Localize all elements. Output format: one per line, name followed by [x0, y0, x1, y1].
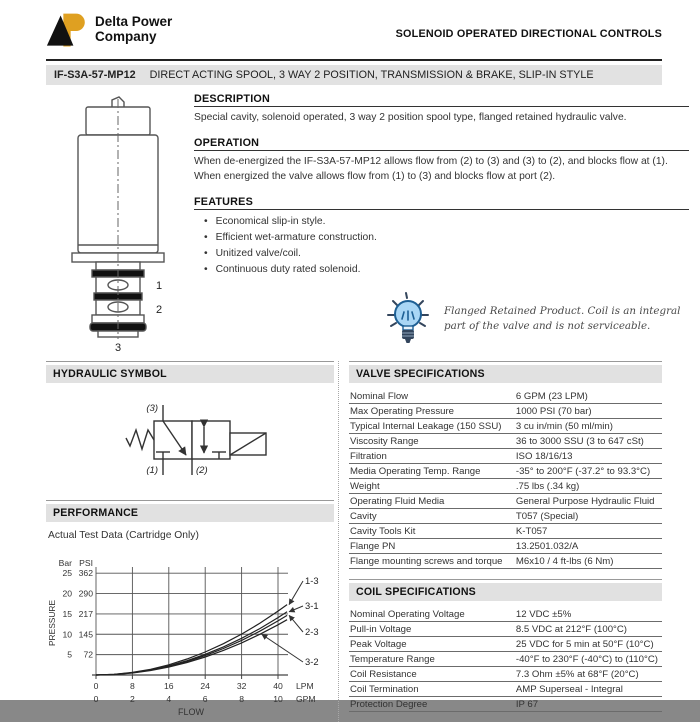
- features-list: [194, 214, 689, 278]
- spec-value: 36 to 3000 SSU (3 to 647 cSt): [515, 434, 662, 449]
- performance-chart: [46, 557, 334, 722]
- spec-row: [349, 464, 662, 479]
- spec-row: [349, 554, 662, 569]
- svg-text:0: 0: [93, 694, 99, 704]
- svg-text:3-1: 3-1: [305, 600, 319, 611]
- feature-item: • Economical slip-in style.: [204, 214, 689, 230]
- hydraulic-symbol-heading: HYDRAULIC SYMBOL: [46, 365, 334, 383]
- description-text: Special cavity, solenoid operated, 3 way 2 position spool type, flanged retained hydraulic valve.: [194, 112, 627, 123]
- valve-specs-table: [349, 389, 662, 569]
- left-column: [46, 361, 339, 722]
- symbol-port2-label: (2): [196, 465, 208, 476]
- spec-label: Coil Resistance: [349, 667, 515, 682]
- spec-value: AMP Superseal - Integral: [515, 682, 662, 697]
- spec-value: 25 VDC for 5 min at 50°F (10°C): [515, 637, 662, 652]
- svg-text:2: 2: [130, 694, 135, 704]
- spec-row: [349, 494, 662, 509]
- svg-text:290: 290: [78, 588, 93, 599]
- svg-text:25: 25: [62, 568, 72, 579]
- valve-port3-label: 3: [115, 342, 122, 354]
- spec-value: M6x10 / 4 ft-lbs (6 Nm): [515, 554, 662, 569]
- features-section: [194, 196, 689, 278]
- spec-label: Peak Voltage: [349, 637, 515, 652]
- document-title: SOLENOID OPERATED DIRECTIONAL CONTROLS: [395, 28, 662, 40]
- spec-label: Weight: [349, 479, 515, 494]
- spec-label: Operating Fluid Media: [349, 494, 515, 509]
- feature-item: • Efficient wet-armature construction.: [204, 230, 689, 246]
- coil-specs-heading: COIL SPECIFICATIONS: [349, 583, 662, 601]
- spec-row: [349, 524, 662, 539]
- upper-text-column: [184, 91, 689, 353]
- divider-line: [349, 361, 662, 362]
- svg-text:PSI: PSI: [79, 558, 93, 568]
- operation-section: [194, 137, 689, 185]
- svg-text:32: 32: [236, 681, 247, 691]
- spec-value: 3 cu in/min (50 ml/min): [515, 419, 662, 434]
- performance-subtitle: Actual Test Data (Cartridge Only): [48, 530, 199, 541]
- svg-text:40: 40: [273, 681, 283, 691]
- pressure-flow-chart-icon: [48, 557, 334, 717]
- spec-label: Temperature Range: [349, 652, 515, 667]
- description-heading: DESCRIPTION: [194, 93, 689, 107]
- operation-line: When de-energized the IF-S3A-57-MP12 allows flow from (2) to (3) and (3) to (2), and blocks flow at (1).: [194, 155, 668, 167]
- spec-value: 1000 PSI (70 bar): [515, 404, 662, 419]
- operation-text: [194, 155, 689, 185]
- spec-value: 8.5 VDC at 212°F (100°C): [515, 622, 662, 637]
- svg-text:LPM: LPM: [296, 681, 314, 691]
- divider-line: [46, 361, 334, 362]
- svg-text:Bar: Bar: [58, 558, 72, 568]
- spec-label: Flange PN: [349, 539, 515, 554]
- spec-row: [349, 697, 662, 712]
- spec-label: Protection Degree: [349, 697, 515, 712]
- product-title: DIRECT ACTING SPOOL, 3 WAY 2 POSITION, TRANSMISSION & BRAKE, SLIP-IN STYLE: [149, 69, 594, 81]
- spec-row: [349, 449, 662, 464]
- lightbulb-icon: [384, 292, 432, 346]
- spec-row: [349, 419, 662, 434]
- spec-row: [349, 404, 662, 419]
- spec-value: 6 GPM (23 LPM): [515, 389, 662, 404]
- spec-label: Nominal Flow: [349, 389, 515, 404]
- svg-text:1-3: 1-3: [305, 575, 319, 586]
- spec-label: Filtration: [349, 449, 515, 464]
- svg-text:16: 16: [164, 681, 174, 691]
- spec-row: [349, 652, 662, 667]
- hydraulic-symbol-figure: [46, 383, 334, 500]
- svg-text:5: 5: [67, 649, 72, 660]
- svg-text:8: 8: [239, 694, 244, 704]
- flange-note: [384, 292, 689, 346]
- svg-text:0: 0: [93, 681, 99, 691]
- spec-row: [349, 622, 662, 637]
- spec-label: Typical Internal Leakage (150 SSU): [349, 419, 515, 434]
- description-section: [194, 93, 689, 126]
- svg-text:GPM: GPM: [296, 694, 316, 704]
- svg-text:PRESSURE: PRESSURE: [47, 599, 57, 647]
- svg-text:145: 145: [78, 629, 93, 640]
- spec-label: Cavity: [349, 509, 515, 524]
- spec-label: Media Operating Temp. Range: [349, 464, 515, 479]
- svg-text:10: 10: [62, 629, 72, 640]
- spec-row: [349, 479, 662, 494]
- spec-label: Viscosity Range: [349, 434, 515, 449]
- spec-label: Pull-in Voltage: [349, 622, 515, 637]
- valve-specs-heading: VALVE SPECIFICATIONS: [349, 365, 662, 383]
- spec-row: [349, 667, 662, 682]
- company-name-line1: Delta Power: [95, 14, 173, 29]
- spec-row: [349, 539, 662, 554]
- operation-heading: OPERATION: [194, 137, 689, 151]
- symbol-port1-label: (1): [146, 465, 158, 476]
- feature-item: • Unitized valve/coil.: [204, 246, 689, 262]
- valve-drawing: [46, 91, 184, 353]
- valve-port2-label: 2: [156, 304, 163, 316]
- svg-text:15: 15: [62, 608, 72, 619]
- divider-line: [46, 500, 334, 501]
- spec-label: Cavity Tools Kit: [349, 524, 515, 539]
- spec-value: -40°F to 230°F (-40°C) to (110°C): [515, 652, 662, 667]
- svg-text:362: 362: [78, 568, 93, 579]
- features-heading: FEATURES: [194, 196, 689, 210]
- spec-row: [349, 509, 662, 524]
- spec-row: [349, 389, 662, 404]
- svg-text:FLOW: FLOW: [178, 707, 204, 717]
- company-logo: [46, 12, 172, 50]
- product-model: IF-S3A-57-MP12: [54, 69, 136, 81]
- svg-text:20: 20: [62, 588, 72, 599]
- spec-value: General Purpose Hydraulic Fluid: [515, 494, 662, 509]
- divider-line: [349, 579, 662, 580]
- svg-text:3-2: 3-2: [305, 656, 319, 667]
- valve-port1-label: 1: [156, 280, 163, 292]
- spec-value: .75 lbs (.34 kg): [515, 479, 662, 494]
- hydraulic-symbol-icon: [92, 397, 288, 485]
- product-bar: [46, 65, 662, 85]
- svg-text:72: 72: [83, 649, 93, 660]
- delta-power-logo-icon: [46, 12, 88, 50]
- spec-label: Flange mounting screws and torque: [349, 554, 515, 569]
- feature-item: • Continuous duty rated solenoid.: [204, 262, 689, 278]
- svg-text:8: 8: [130, 681, 135, 691]
- spec-row: [349, 607, 662, 622]
- lower-section: [46, 361, 662, 722]
- spec-label: Nominal Operating Voltage: [349, 607, 515, 622]
- svg-text:217: 217: [78, 608, 93, 619]
- company-name-line2: Company: [95, 29, 157, 45]
- spec-value: 13.2501.032/A: [515, 539, 662, 554]
- spec-label: Coil Termination: [349, 682, 515, 697]
- spec-value: 12 VDC ±5%: [515, 607, 662, 622]
- symbol-port3-label: (3): [146, 403, 158, 414]
- upper-section: [46, 91, 681, 354]
- spec-value: ISO 18/16/13: [515, 449, 662, 464]
- right-column: [339, 361, 662, 722]
- spec-value: K-T057: [515, 524, 662, 539]
- svg-text:24: 24: [200, 681, 210, 691]
- company-name: [95, 12, 172, 44]
- spec-row: [349, 434, 662, 449]
- operation-line: When energized the valve allows flow from (1) to (3) and blocks flow at port (2).: [194, 170, 556, 182]
- flange-note-text: Flanged Retained Product. Coil is an integral part of the valve and is not serviceable.: [444, 305, 681, 332]
- header: [46, 12, 662, 61]
- spec-row: [349, 637, 662, 652]
- spec-value: -35° to 200°F (-37.2° to 93.3°C): [515, 464, 662, 479]
- spec-value: 7.3 Ohm ±5% at 68°F (20°C): [515, 667, 662, 682]
- svg-text:4: 4: [166, 694, 172, 704]
- svg-text:2-3: 2-3: [305, 626, 319, 637]
- spec-row: [349, 682, 662, 697]
- svg-text:10: 10: [273, 694, 283, 704]
- cartridge-valve-illustration-icon: [56, 95, 182, 353]
- spec-value: IP 67: [515, 697, 662, 712]
- performance-heading: PERFORMANCE: [46, 504, 334, 522]
- coil-specs-table: [349, 607, 662, 712]
- spec-value: T057 (Special): [515, 509, 662, 524]
- spec-label: Max Operating Pressure: [349, 404, 515, 419]
- svg-text:6: 6: [202, 694, 208, 704]
